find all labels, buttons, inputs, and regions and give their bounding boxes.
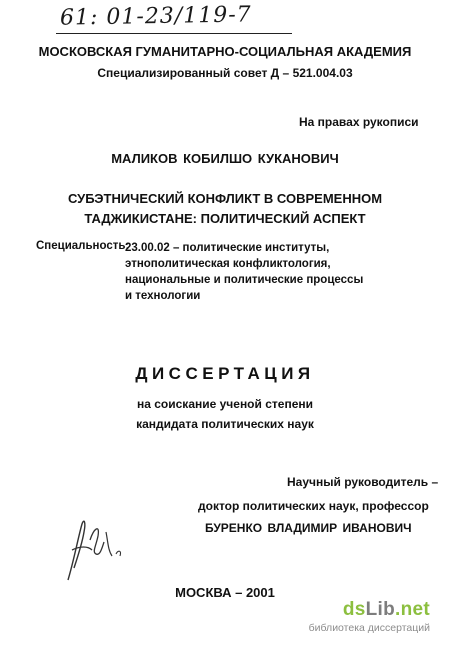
- logo-part-ds: ds: [342, 599, 366, 620]
- document-type: ДИССЕРТАЦИЯ: [135, 364, 315, 383]
- specialty-line: этнополитическая конфликтология,: [125, 258, 331, 270]
- logo-part-lib: Lib: [365, 599, 396, 620]
- academy-name: МОСКОВСКАЯ ГУМАНИТАРНО-СОЦИАЛЬНАЯ АКАДЕМИЯ: [38, 44, 412, 59]
- specialty-line: и технологии: [125, 290, 201, 302]
- specialty-text: [125, 240, 363, 304]
- specialty-line: 23.00.02 – политические институты,: [125, 242, 330, 254]
- specialty-line: национальные и политические процессы: [125, 274, 364, 286]
- author-name: МАЛИКОВ КОБИЛШО КУКАНОВИЧ: [111, 151, 339, 166]
- dslib-watermark: [309, 599, 430, 634]
- archive-number-underline: [56, 33, 292, 34]
- degree-line-2: кандидата политических наук: [136, 417, 314, 431]
- dslib-logo: [309, 599, 430, 621]
- title-line-1: СУБЭТНИЧЕСКИЙ КОНФЛИКТ В СОВРЕМЕННОМ: [67, 191, 383, 206]
- supervisor-role: Научный руководитель –: [287, 475, 439, 489]
- dslib-tagline: библиотека диссертаций: [308, 622, 430, 634]
- handwritten-signature: [60, 510, 130, 590]
- manuscript-rights: На правах рукописи: [299, 115, 419, 129]
- city-year: МОСКВА – 2001: [175, 585, 275, 600]
- degree-line-1: на соискание ученой степени: [137, 397, 313, 411]
- supervisor-name: БУРЕНКО ВЛАДИМИР ИВАНОВИЧ: [205, 521, 412, 535]
- logo-part-net: .net: [395, 599, 430, 620]
- archive-number: 61: 01-23/119-7: [59, 2, 252, 31]
- supervisor-title: доктор политических наук, профессор: [198, 499, 429, 513]
- title-line-2: ТАДЖИКИСТАНЕ: ПОЛИТИЧЕСКИЙ АСПЕКТ: [84, 211, 366, 226]
- council-line: Специализированный совет Д – 521.004.03: [97, 66, 353, 80]
- specialty-label: Специальность:: [36, 240, 130, 252]
